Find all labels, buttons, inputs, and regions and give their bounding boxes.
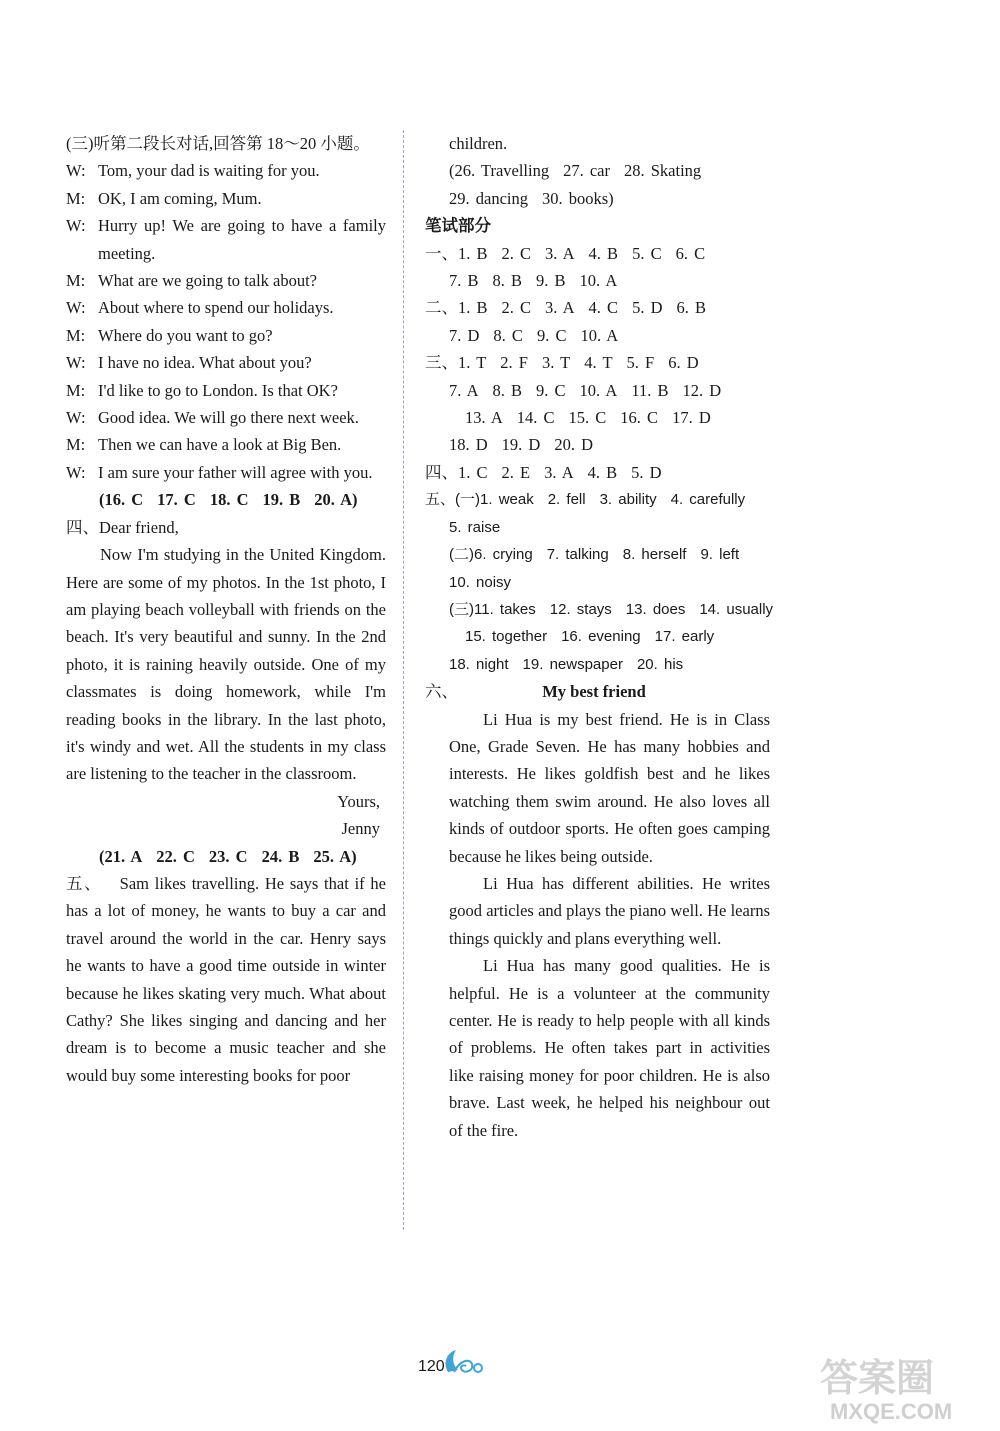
part5-sub3-line3 bbox=[425, 651, 770, 678]
part5-sub2-line1 bbox=[425, 541, 770, 568]
answer-item: 30. books) bbox=[541, 188, 614, 208]
dialogue bbox=[66, 157, 386, 486]
essay-title: My best friend bbox=[542, 682, 646, 702]
speaker-label: W: bbox=[66, 298, 86, 318]
answer-item: 3. A bbox=[544, 462, 574, 482]
part2-label: 二、 bbox=[425, 298, 458, 318]
answer-item: 7. B bbox=[449, 271, 479, 291]
dialogue-text: What are we going to talk about? bbox=[98, 271, 318, 291]
watermark-logo bbox=[812, 1345, 982, 1425]
answer-item: 2. C bbox=[501, 243, 532, 263]
answer-item: 28. Skating bbox=[624, 161, 702, 181]
dialogue-text: Good idea. We will go there next week. bbox=[98, 408, 359, 428]
answer-item: 9. left bbox=[700, 546, 740, 564]
answer-item: 5. D bbox=[632, 298, 663, 318]
section5 bbox=[66, 870, 386, 1089]
answer-item: 18. D bbox=[449, 435, 488, 455]
answer-item: 6. B bbox=[676, 298, 706, 318]
answer-item: 10. A bbox=[580, 325, 619, 345]
dialogue-text: About where to spend our holidays. bbox=[98, 298, 334, 318]
section5-label: 五、 bbox=[66, 873, 103, 893]
answer-item: 13. does bbox=[625, 600, 686, 618]
speaker-label: M: bbox=[66, 271, 86, 291]
part6-label: 六、 bbox=[425, 682, 458, 702]
answer-item: 10. A bbox=[579, 380, 618, 400]
answer-item: 17. early bbox=[654, 628, 715, 646]
answer-item: 4. T bbox=[584, 353, 613, 373]
answer-item: 6. C bbox=[675, 243, 706, 263]
answer-item: 6. D bbox=[668, 353, 699, 373]
answer-item: 15. together bbox=[465, 628, 548, 646]
letter-signature: Jenny bbox=[341, 819, 380, 839]
dialogue-line bbox=[66, 377, 386, 404]
answer-item: 20. D bbox=[554, 435, 594, 455]
part1-label: 一、 bbox=[425, 243, 458, 263]
part6-header bbox=[425, 678, 770, 705]
part5-sub2-line2 bbox=[425, 569, 770, 596]
answer-item: 23. C bbox=[208, 846, 248, 866]
letter-body: Now I'm studying in the United Kingdom. Here are some of my photos. In the 1st photo, I am playing beach volleyball with friends on the beach. It's very beautiful and sunny. In the 2nd photo, it is raining heavily outside. One of my classmates is doing homework, while I'm reading books in the library. In the last photo, it's windy and wet. All the students in my class are listening to the teacher in the classroom. bbox=[66, 545, 386, 784]
part5-sub2-label: (二) bbox=[449, 546, 474, 564]
part2-line1 bbox=[425, 294, 770, 321]
answer-item: 7. talking bbox=[546, 546, 609, 564]
answers-16-20 bbox=[66, 486, 386, 513]
answer-item: 4. B bbox=[588, 243, 619, 263]
part5-sub1-line1 bbox=[425, 486, 770, 513]
dialogue-line bbox=[66, 404, 386, 431]
answers-21-25 bbox=[66, 843, 386, 870]
answer-item: 5. D bbox=[631, 462, 662, 482]
answer-item: 2. F bbox=[500, 353, 528, 373]
answer-item: 14. usually bbox=[699, 600, 774, 618]
part5-sub3-label: (三) bbox=[449, 600, 474, 618]
answer-item: 22. C bbox=[156, 846, 195, 866]
speaker-label: M: bbox=[66, 435, 86, 455]
answer-item: 3. A bbox=[545, 298, 575, 318]
answer-item: 4. carefully bbox=[670, 491, 746, 509]
section3-heading: (三)听第二段长对话,回答第 18～20 小题。 bbox=[66, 134, 370, 153]
answers-26-30-line1 bbox=[425, 157, 770, 184]
svg-text:MXQE.COM: MXQE.COM bbox=[830, 1399, 953, 1424]
answer-item: 3. ability bbox=[599, 491, 657, 509]
part1-line2 bbox=[425, 267, 770, 294]
answer-item: 20. his bbox=[636, 655, 684, 673]
speaker-label: W: bbox=[66, 353, 86, 373]
answer-item: 16. C bbox=[620, 408, 659, 428]
answer-item: 20. A) bbox=[314, 490, 358, 510]
column-divider bbox=[403, 130, 404, 1230]
answer-item: 9. B bbox=[536, 271, 566, 291]
part3-line2 bbox=[425, 377, 770, 404]
answer-item: 1. weak bbox=[480, 491, 534, 509]
answer-item: 8. C bbox=[493, 325, 523, 345]
answer-item: 12. D bbox=[682, 380, 722, 400]
speaker-label: W: bbox=[66, 408, 86, 428]
answer-item: 29. dancing bbox=[449, 188, 528, 208]
answer-item: 19. B bbox=[262, 490, 301, 510]
svg-text:答案圈: 答案圈 bbox=[820, 1356, 935, 1400]
section4-label: 四、 bbox=[66, 517, 99, 537]
answer-item: 5. raise bbox=[449, 518, 501, 536]
answer-item: 1. T bbox=[458, 353, 487, 373]
answer-item: 4. B bbox=[587, 462, 618, 482]
part3-line1 bbox=[425, 349, 770, 376]
dialogue-line bbox=[66, 459, 386, 486]
dialogue-text: Tom, your dad is waiting for you. bbox=[98, 161, 320, 181]
answer-item: 8. B bbox=[492, 271, 523, 291]
answer-item: 11. takes bbox=[474, 600, 536, 618]
answer-item: 8. herself bbox=[622, 546, 687, 564]
page-number: 120 bbox=[418, 1358, 445, 1375]
answer-item: 27. car bbox=[563, 161, 610, 181]
answer-item: 12. stays bbox=[549, 600, 612, 618]
dialogue-line bbox=[66, 157, 386, 184]
part5-sub1-line2 bbox=[425, 514, 770, 541]
answer-item: (16. C bbox=[99, 490, 144, 510]
answer-item: 5. F bbox=[626, 353, 655, 373]
dialogue-text: OK, I am coming, Mum. bbox=[98, 188, 262, 208]
answer-item: 3. A bbox=[545, 243, 575, 263]
part1-line1 bbox=[425, 240, 770, 267]
left-column bbox=[66, 130, 386, 1089]
answer-item: (21. A bbox=[99, 846, 143, 866]
answer-item: 18. C bbox=[209, 490, 249, 510]
written-heading: 笔试部分 bbox=[425, 216, 491, 236]
answer-item: 3. T bbox=[541, 353, 571, 373]
dialogue-text: Where do you want to go? bbox=[98, 325, 273, 345]
dialogue-text: I am sure your father will agree with you. bbox=[98, 462, 373, 482]
answer-item: 10. noisy bbox=[449, 573, 512, 591]
speaker-label: W: bbox=[66, 161, 86, 181]
answer-item: 2. E bbox=[501, 462, 531, 482]
letter-greeting: Dear friend, bbox=[99, 517, 179, 537]
answer-item: 7. A bbox=[449, 380, 479, 400]
part3-line3 bbox=[425, 404, 770, 431]
answer-item: 1. B bbox=[458, 243, 488, 263]
answer-item: 8. B bbox=[492, 380, 523, 400]
dialogue-line bbox=[66, 349, 386, 376]
answer-item: 4. C bbox=[588, 298, 619, 318]
dialogue-text: Hurry up! We are going to have a family meeting. bbox=[98, 216, 386, 263]
answer-item: 25. A) bbox=[313, 846, 357, 866]
answer-item: 24. B bbox=[261, 846, 300, 866]
speaker-label: M: bbox=[66, 188, 86, 208]
continuation-text: children. bbox=[449, 134, 508, 153]
section5-text: Sam likes travelling. He says that if he has a lot of money, he wants to buy a car and travel around the world in the car. Henry says he wants to have a good time outside in winter because he likes skating very much. What about Cathy? She likes singing and dancing and her dream is to become a music teacher and she would buy some interesting books for poor bbox=[66, 873, 387, 1085]
answer-item: 2. fell bbox=[547, 491, 586, 509]
part4-label: 四、 bbox=[425, 462, 458, 482]
dialogue-text: Then we can have a look at Big Ben. bbox=[98, 435, 342, 455]
dialogue-line bbox=[66, 294, 386, 321]
speaker-label: W: bbox=[66, 462, 86, 482]
answer-item: 6. crying bbox=[474, 546, 533, 564]
section4-header bbox=[66, 514, 386, 541]
part5-sub3-line1 bbox=[425, 596, 774, 623]
part3-line4 bbox=[425, 431, 770, 458]
answer-item: 7. D bbox=[449, 325, 480, 345]
part5-sub3-line2 bbox=[425, 623, 770, 650]
speaker-label: W: bbox=[66, 216, 86, 236]
answer-item: 1. B bbox=[458, 298, 488, 318]
dialogue-line bbox=[66, 431, 386, 458]
answer-item: 5. C bbox=[632, 243, 662, 263]
part2-line2 bbox=[425, 322, 770, 349]
dialogue-line bbox=[66, 267, 386, 294]
answer-item: (26. Travelling bbox=[449, 161, 550, 181]
essay-paragraph-1: Li Hua is my best friend. He is in Class One, Grade Seven. He has many hobbies and interests. He likes goldfish best and he likes watching them swim around. He also loves all kinds of outdoor sports. He often goes camping because he likes being outside. bbox=[449, 709, 770, 866]
part4-line1 bbox=[425, 459, 770, 486]
answer-item: 17. C bbox=[157, 490, 196, 510]
part3-label: 三、 bbox=[425, 353, 458, 373]
answer-item: 16. evening bbox=[561, 628, 641, 646]
answer-item: 17. D bbox=[672, 408, 711, 428]
answer-item: 14. C bbox=[516, 408, 555, 428]
answer-item: 15. C bbox=[568, 408, 607, 428]
part5-label: 五、 bbox=[425, 491, 456, 509]
answer-item: 10. A bbox=[579, 271, 618, 291]
answer-item: 19. newspaper bbox=[522, 655, 623, 673]
answer-item: 11. B bbox=[631, 380, 669, 400]
answers-26-30-line2 bbox=[425, 185, 770, 212]
right-column bbox=[425, 130, 774, 1144]
essay-paragraph-3: Li Hua has many good qualities. He is helpful. He is a volunteer at the community center. He is ready to help people with all kinds of problems. He often takes part in activities like raising money for poor children. He is also brave. Last week, he helped his neighbour out of the fire. bbox=[449, 956, 770, 1140]
answer-item: 2. C bbox=[501, 298, 532, 318]
dialogue-text: I'd like to go to London. Is that OK? bbox=[98, 380, 338, 400]
answer-item: 1. C bbox=[458, 462, 488, 482]
dialogue-line bbox=[66, 185, 386, 212]
answer-item: 9. C bbox=[536, 380, 566, 400]
dialogue-text: I have no idea. What about you? bbox=[98, 353, 312, 373]
dialogue-line bbox=[66, 322, 386, 349]
ornament-icon bbox=[440, 1348, 486, 1376]
answer-item: 19. D bbox=[501, 435, 541, 455]
answer-item: 18. night bbox=[449, 655, 509, 673]
answer-item: 13. A bbox=[465, 408, 503, 428]
essay-paragraph-2: Li Hua has different abilities. He writes good articles and plays the piano well. He learns things quickly and plans everything well. bbox=[449, 873, 770, 948]
part5-sub1-label: (一) bbox=[455, 491, 481, 509]
speaker-label: M: bbox=[66, 325, 86, 345]
speaker-label: M: bbox=[66, 380, 86, 400]
dialogue-line bbox=[66, 212, 386, 267]
answer-item: 9. C bbox=[536, 325, 567, 345]
letter-closing: Yours, bbox=[337, 791, 380, 811]
